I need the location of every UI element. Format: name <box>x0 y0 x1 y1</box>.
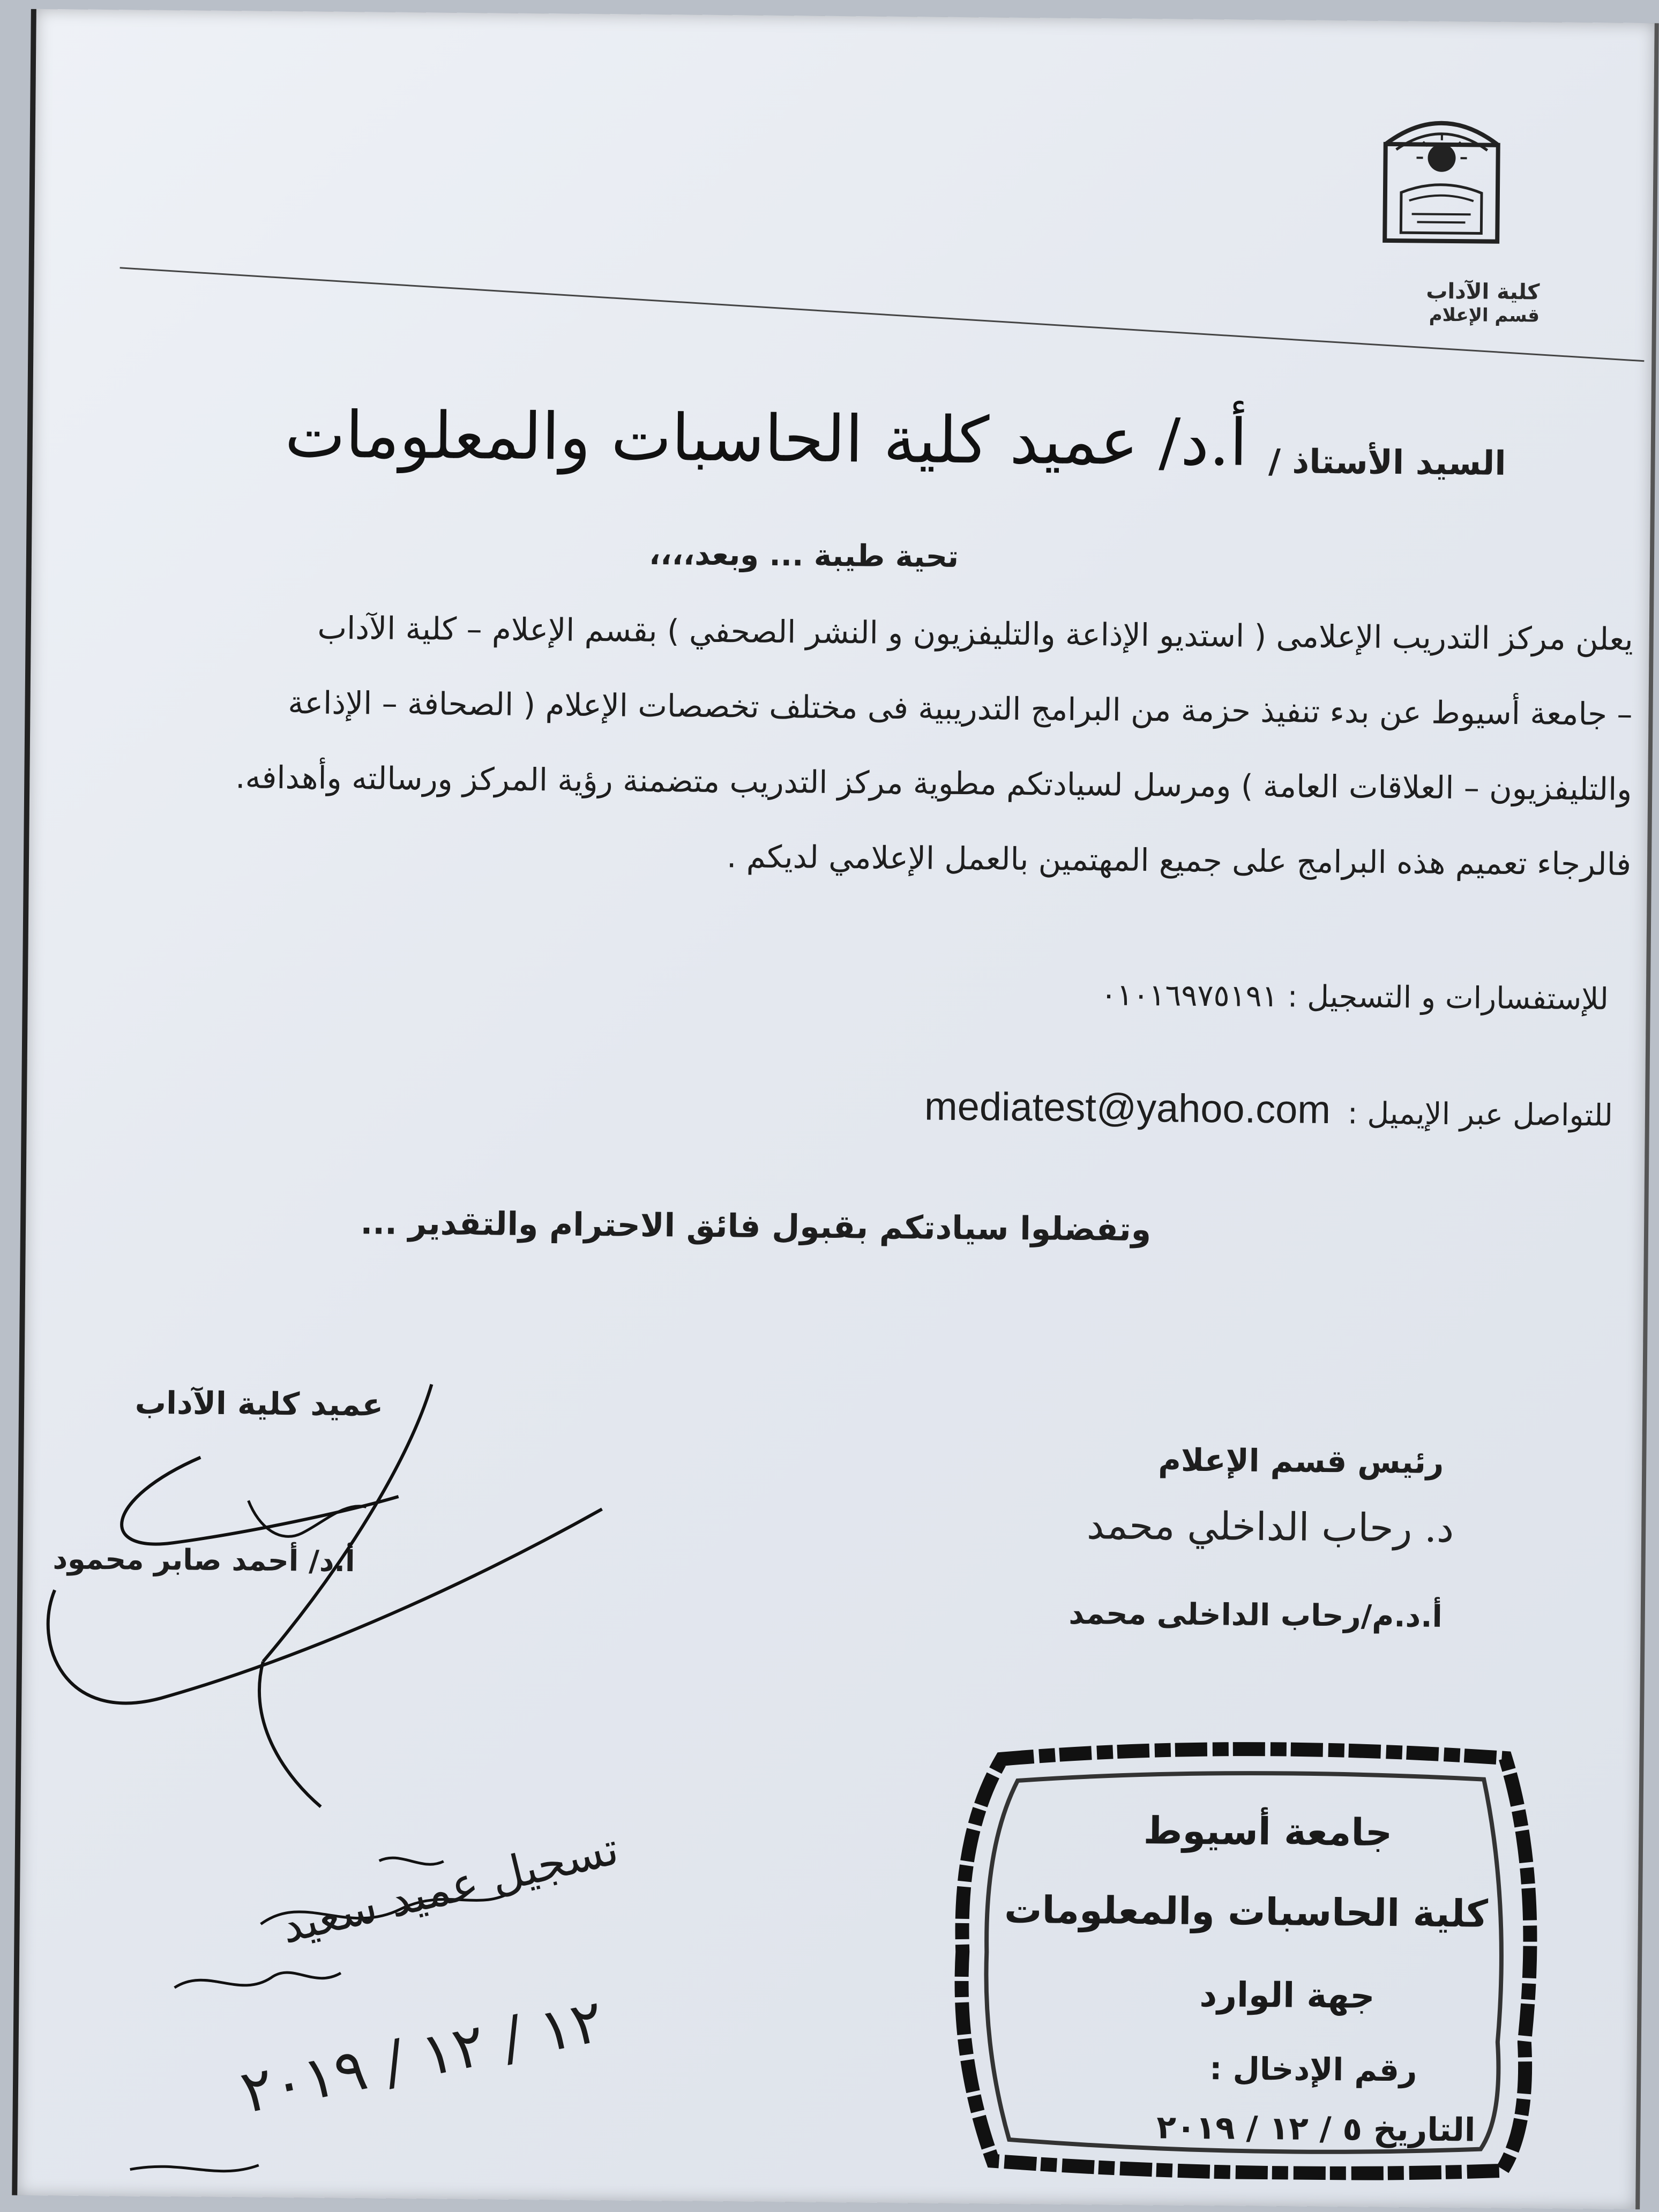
email-label: للتواصل عبر الإيميل : <box>1347 1096 1613 1133</box>
head-name: أ.د.م/رحاب الداخلى محمد <box>1068 1596 1443 1634</box>
salutation: السيد الأستاذ / <box>1268 442 1506 483</box>
phone-number: ٠١٠١٦٩٧٥١٩١ <box>1100 977 1279 1014</box>
receiving-stamp <box>923 1737 1554 2182</box>
head-title: رئيس قسم الإعلام <box>1158 1441 1444 1481</box>
stamp-date: التاريخ ٥ / ١٢ / ٢٠١٩ <box>1156 2109 1476 2149</box>
letterhead-department: قسم الإعلام <box>1429 304 1540 327</box>
dean-name: أ.د/ أحمد صابر محمود <box>53 1542 355 1579</box>
body-line: فالرجاء تعميم هذه البرامج على جميع المهتمين بالعمل الإعلامي لديكم . <box>726 838 1632 883</box>
head-handwritten-name: د. رحاب الداخلي محمد <box>1086 1503 1454 1551</box>
closing-line: وتفضلوا سيادتكم بقبول فائق الاحترام والتقدير ... <box>360 1204 1152 1249</box>
letterhead-faculty: كلية الآداب <box>1426 279 1540 305</box>
handwritten-transfer-note <box>98 1822 744 2207</box>
dean-title: عميد كلية الآداب <box>134 1384 384 1423</box>
phone-label: للإستفسارات و التسجيل : <box>1287 979 1609 1017</box>
contact-email <box>924 1083 1613 1134</box>
body-line: والتليفزيون – العلاقات العامة ) ومرسل لسيادتكم مطوية مركز التدريب متضمنة رؤية المركز ورسالته وأهدافه. <box>235 759 1632 808</box>
body-line: يعلن مركز التدريب الإعلامى ( استديو الإذاعة والتليفزيون و النشر الصحفي ) بقسم الإعلام – كلية الآداب <box>317 609 1634 657</box>
stamp-entry-number: رقم الإدخال : <box>1209 2050 1417 2089</box>
contact-phone <box>1101 977 1609 1017</box>
stamp-university: جامعة أسيوط <box>1143 1809 1393 1855</box>
stamp-faculty: كلية الحاسبات والمعلومات <box>1004 1887 1489 1936</box>
body-line: – جامعة أسيوط عن بدء تنفيذ حزمة من البرامج التدريبية فى مختلف تخصصات الإعلام ( الصحافة – الإذاعة <box>288 684 1633 733</box>
university-logo-icon <box>1379 112 1504 247</box>
handwritten-note-date: ١٢ / ١٢ / ٢٠١٩ <box>235 1986 610 2127</box>
handwritten-note-text: تسجيل عميد سعيد <box>275 1822 624 1954</box>
email-address: mediatest@yahoo.com <box>924 1083 1331 1132</box>
letterhead <box>1282 277 1540 326</box>
handwritten-addressee: أ.د/ عميد كلية الحاسبات والمعلومات <box>285 397 1248 481</box>
greeting: تحية طيبة ... وبعد،،،، <box>648 536 959 574</box>
dean-signature-icon <box>20 9 733 1890</box>
stamp-office: جهة الوارد <box>1199 1975 1375 2016</box>
letter-page <box>12 9 1658 2209</box>
